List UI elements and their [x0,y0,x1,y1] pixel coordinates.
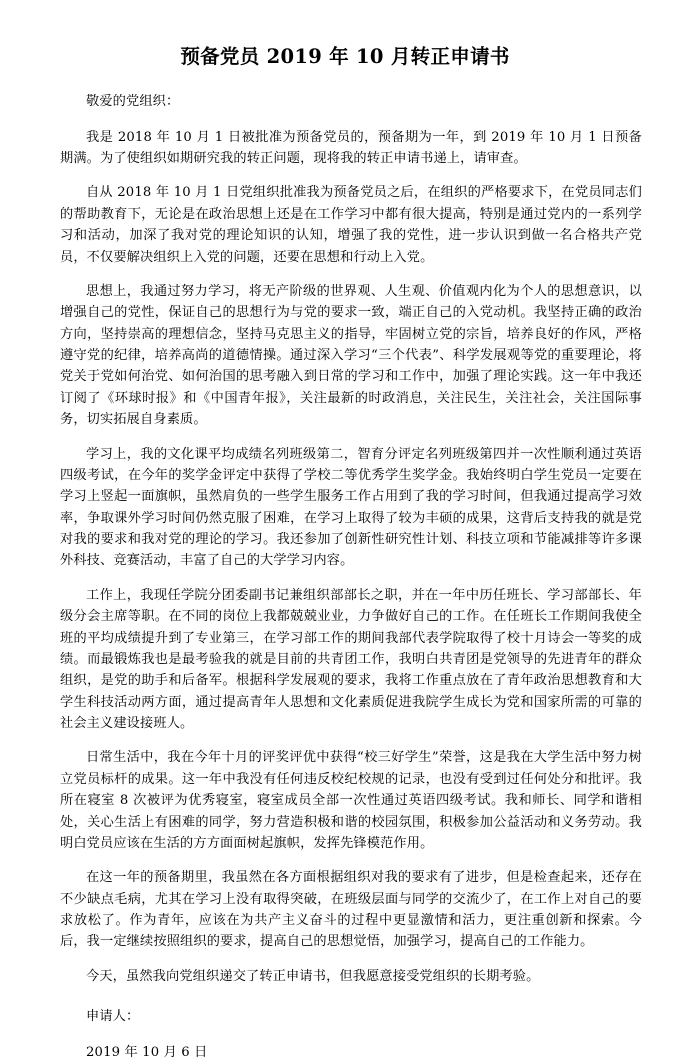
paragraph-ideology: 思想上，我通过努力学习，将无产阶级的世界观、人生观、价值观内化为个人的思想意识，以增强自己的党性，保证自己的思想行为与党的要求一致，端正自己的入党动机。我坚持正确的政治方向，坚持崇高的理想信念，坚持马克思主义的指导，牢固树立党的宗旨，培养良好的作风，严格遵守党的纪律，培养高尚的道德情操。通过深入学习“三个代表”、科学发展观等党的重要理论，将党关于党如何治党、如何治国的思考融入到日常的学习和工作中，加强了理论实践。这一年中我还订阅了《环球时报》和《中国青年报》，关注最新的时政消息，关注民生，关注社会，关注国际事务，切实拓展自身素质。 [60,283,642,428]
paragraph-closing: 今天，虽然我向党组织递交了转正申请书，但我愿意接受党组织的长期考验。 [86,968,540,984]
paragraph-study: 学习上，我的文化课平均成绩名列班级第二，智育分评定名列班级第四并一次性顺利通过英语四级考试，在今年的奖学金评定中获得了学校二等优秀学生奖学金。我始终明白学生党员一定要在学习上竖起一面旗帜，虽然肩负的一些学生服务工作占用到了我的学习时间，但我通过提高学习效率，争取课外学习时间仍然克服了困难，在学习上取得了较为丰硕的成果，这背后支持我的就是党对我的要求和我对党的理论的学习。我还参加了创新性研究性计划、科技立项和节能减排等许多课外科技、竞赛活动，丰富了自己的大学学习内容。 [60,446,642,569]
paragraph-self-reflection: 在这一年的预备期里，我虽然在各方面根据组织对我的要求有了进步，但是检查起来，还存在不少缺点毛病，尤其在学习上没有取得突破，在班级层面与同学的交流少了，在工作上对自己的要求放松了。作为青年，应该在为共产主义奋斗的过程中更显激情和活力，更注重创新和探索。今后，我一定继续按照组织的要求，提高自己的思想觉悟，加强学习，提高自己的工作能力。 [60,870,642,950]
paragraph-daily-life: 日常生活中，我在今年十月的评奖评优中获得“校三好学生”荣誉，这是我在大学生活中努力树立党员标杆的成果。这一年中我没有任何违反校纪校规的记录，也没有受到过任何处分和批评。我所在寝室 8 次被评为优秀寝室，寝室成员全部一次性通过英语四级考试。我和师长、同学和谐相处，关心生活上有困难的同学，努力营造积极和谐的校园氛围，积极参加公益活动和义务劳动。我明白党员应该在生活的方方面面树起旗帜，发挥先锋模范作用。 [60,750,642,851]
paragraph-opening: 我是 2018 年 10 月 1 日被批准为预备党员的，预备期为一年，到 2019 年 10 月 1 日预备期满。为了使组织如期研究我的转正问题，现将我的转正申请书递上，请审查。 [60,129,642,167]
document-body [0,91,690,1063]
salutation: 敬爱的党组织： [86,94,180,110]
signature-label: 申请人： [86,1009,140,1025]
signature-date: 2019 年 10 月 6 日 [86,1044,208,1060]
paragraph-since-approval: 自从 2018 年 10 月 1 日党组织批准我为预备党员之后，在组织的严格要求下，在党员同志们的帮助教育下，无论是在政治思想上还是在工作学习中都有很大提高，特别是通过党内的一系列学习和活动，加深了我对党的理论知识的认知，增强了我的党性，进一步认识到做一名合格共产党员，不仅要解决组织上入党的问题，还要在思想和行动上入党。 [60,185,642,265]
document-title: 预备党员 2019 年 10 月转正申请书 [180,45,510,68]
paragraph-work: 工作上，我现任学院分团委副书记兼组织部部长之职，并在一年中历任班长、学习部部长、年级分会主席等职。在不同的岗位上我都兢兢业业，力争做好自己的工作。在任班长工作期间我使全班的平均成绩提升到了专业第三，在学习部工作的期间我部代表学院取得了校十月诗会一等奖的成绩。而最锻炼我也是最考验我的就是目前的共青团工作，我明白共青团是党领导的先进青年的群众组织，是党的助手和后备军。根据科学发展观的要求，我将工作重点放在了青年政治思想教育和大学生科技活动两方面，通过提高青年人思想和文化素质促进我院学生成长为党和国家所需的可靠的社会主义建设接班人。 [60,587,642,732]
